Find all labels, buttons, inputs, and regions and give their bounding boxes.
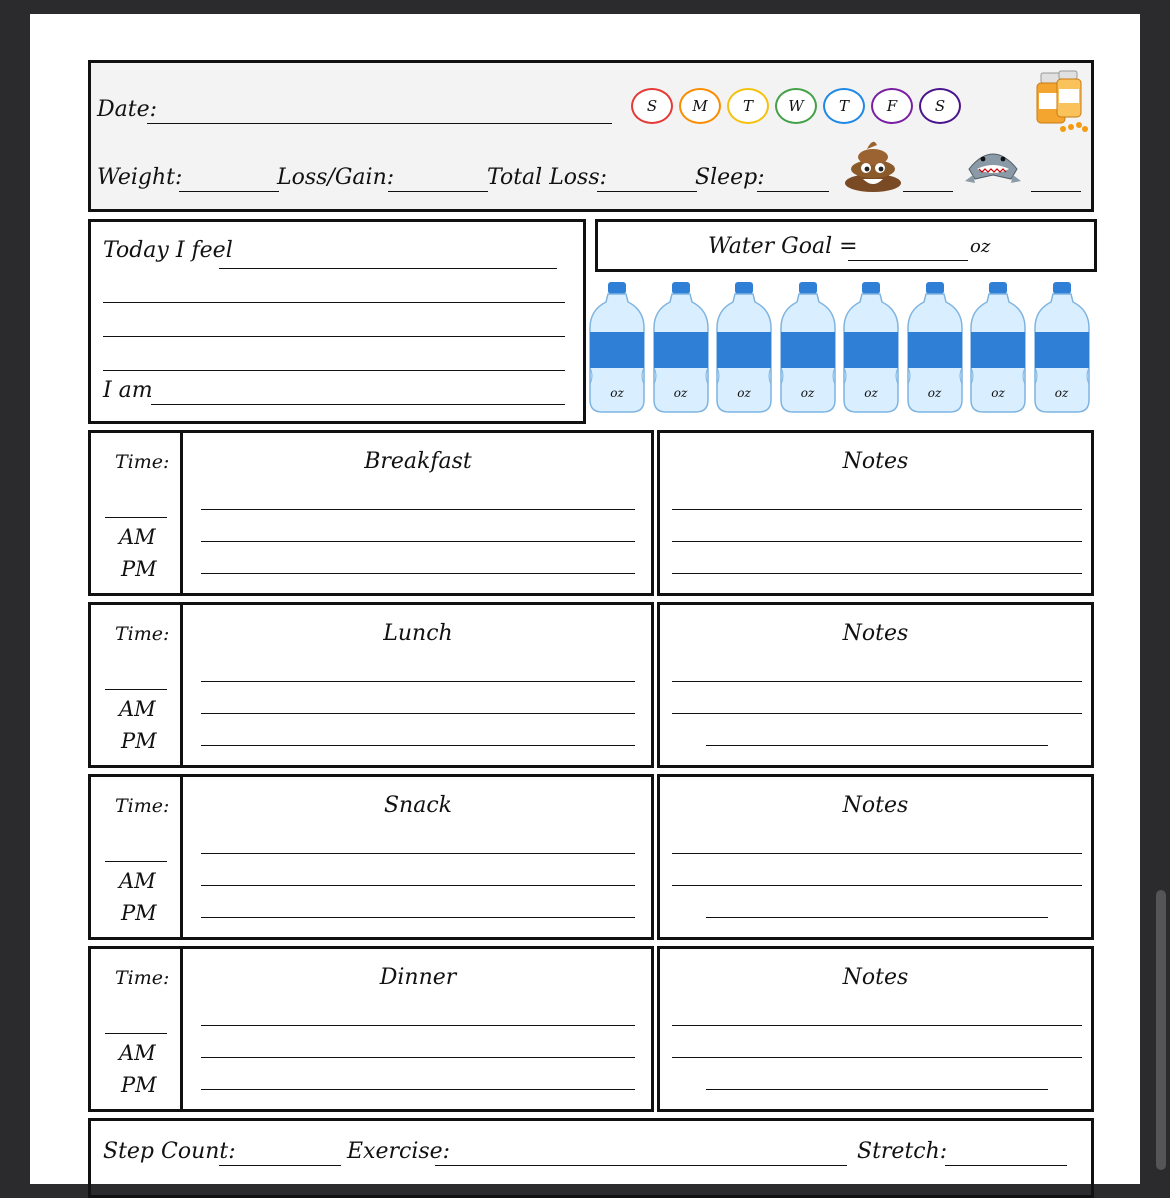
poop-emoji-icon bbox=[843, 137, 903, 193]
notes-title: Notes bbox=[842, 965, 909, 990]
water-bottle[interactable] bbox=[652, 280, 710, 414]
time-field[interactable] bbox=[105, 861, 167, 862]
notes-box bbox=[657, 774, 1094, 940]
water-bottle[interactable] bbox=[1033, 280, 1091, 414]
notes-field[interactable] bbox=[672, 681, 1082, 682]
total-loss-label: Total Loss: bbox=[487, 165, 608, 190]
footer-box bbox=[88, 1118, 1094, 1198]
meal-box bbox=[88, 430, 654, 596]
stretch-label: Stretch: bbox=[857, 1139, 948, 1164]
poop-field[interactable] bbox=[903, 191, 953, 192]
weekday-circle[interactable]: W bbox=[775, 88, 817, 124]
notes-field[interactable] bbox=[706, 745, 1048, 746]
am-label[interactable]: AM bbox=[119, 525, 156, 549]
time-field[interactable] bbox=[105, 517, 167, 518]
time-label: Time: bbox=[115, 795, 170, 817]
pm-label[interactable]: PM bbox=[121, 901, 157, 925]
am-label[interactable]: AM bbox=[119, 869, 156, 893]
pm-label[interactable]: PM bbox=[121, 729, 157, 753]
notes-field[interactable] bbox=[672, 885, 1082, 886]
water-bottle[interactable] bbox=[588, 280, 646, 414]
meal-field[interactable] bbox=[201, 853, 635, 854]
date-label: Date: bbox=[97, 97, 158, 122]
step-count-label: Step Count: bbox=[103, 1139, 236, 1164]
date-field[interactable] bbox=[147, 123, 612, 124]
notes-box bbox=[657, 946, 1094, 1112]
weekday-circle[interactable]: S bbox=[631, 88, 673, 124]
meal-box bbox=[88, 602, 654, 768]
meal-title: Dinner bbox=[379, 965, 457, 990]
feel-box bbox=[88, 219, 586, 424]
water-bottle-unit: oz bbox=[800, 386, 815, 400]
notes-field[interactable] bbox=[706, 1089, 1048, 1090]
water-bottle-unit: oz bbox=[927, 386, 942, 400]
time-field[interactable] bbox=[105, 689, 167, 690]
meal-time-column bbox=[91, 433, 183, 593]
meal-field[interactable] bbox=[201, 885, 635, 886]
i-am-label: I am bbox=[103, 378, 153, 403]
notes-field[interactable] bbox=[672, 1057, 1082, 1058]
water-bottle-unit: oz bbox=[864, 386, 878, 400]
water-goal-label: Water Goal = bbox=[708, 234, 858, 259]
meal-field[interactable] bbox=[201, 745, 635, 746]
weekday-circle[interactable]: S bbox=[919, 88, 961, 124]
water-bottle-unit: oz bbox=[991, 386, 1005, 400]
i-am-field[interactable] bbox=[151, 404, 565, 405]
water-bottle[interactable] bbox=[715, 280, 773, 414]
water-goal-box bbox=[595, 219, 1097, 272]
feel-field-4[interactable] bbox=[103, 370, 565, 371]
notes-title: Notes bbox=[842, 449, 909, 474]
water-bottle-unit: oz bbox=[737, 386, 751, 400]
exercise-label: Exercise: bbox=[347, 1139, 451, 1164]
water-bottle[interactable] bbox=[906, 280, 964, 414]
notes-field[interactable] bbox=[672, 541, 1082, 542]
pill-bottles-icon bbox=[1027, 69, 1091, 135]
notes-title: Notes bbox=[842, 793, 909, 818]
meal-field[interactable] bbox=[201, 681, 635, 682]
exercise-field[interactable] bbox=[435, 1165, 847, 1166]
step-count-field[interactable] bbox=[219, 1165, 341, 1166]
time-label: Time: bbox=[115, 451, 170, 473]
weight-field[interactable] bbox=[179, 191, 279, 192]
water-bottle[interactable] bbox=[779, 280, 837, 414]
meal-title: Snack bbox=[383, 793, 452, 818]
pm-label[interactable]: PM bbox=[121, 557, 157, 581]
notes-field[interactable] bbox=[672, 713, 1082, 714]
header-box bbox=[88, 60, 1094, 212]
feel-field-1[interactable] bbox=[219, 268, 557, 269]
feel-field-3[interactable] bbox=[103, 336, 565, 337]
meal-field[interactable] bbox=[201, 541, 635, 542]
notes-field[interactable] bbox=[672, 573, 1082, 574]
meal-field[interactable] bbox=[201, 917, 635, 918]
meal-title: Breakfast bbox=[364, 449, 472, 474]
time-label: Time: bbox=[115, 623, 170, 645]
weekday-circle[interactable]: F bbox=[871, 88, 913, 124]
sleep-label: Sleep: bbox=[695, 165, 765, 190]
today-feel-label: Today I feel bbox=[103, 238, 233, 263]
planner-page bbox=[30, 14, 1140, 1184]
total-loss-field[interactable] bbox=[597, 191, 697, 192]
meal-time-column bbox=[91, 605, 183, 765]
meal-field[interactable] bbox=[201, 573, 635, 574]
water-goal-field[interactable] bbox=[848, 260, 968, 261]
notes-field[interactable] bbox=[672, 509, 1082, 510]
am-label[interactable]: AM bbox=[119, 1041, 156, 1065]
notes-field[interactable] bbox=[706, 917, 1048, 918]
water-bottle-unit: oz bbox=[610, 386, 624, 400]
scrollbar[interactable] bbox=[1156, 890, 1166, 1170]
meal-field[interactable] bbox=[201, 1089, 635, 1090]
weekday-circle[interactable]: T bbox=[727, 88, 769, 124]
shark-icon bbox=[963, 139, 1023, 189]
notes-field[interactable] bbox=[672, 853, 1082, 854]
meal-field[interactable] bbox=[201, 1057, 635, 1058]
notes-box bbox=[657, 602, 1094, 768]
weekday-circle[interactable]: T bbox=[823, 88, 865, 124]
notes-box bbox=[657, 430, 1094, 596]
time-field[interactable] bbox=[105, 1033, 167, 1034]
weekday-circle[interactable]: M bbox=[679, 88, 721, 124]
water-bottle[interactable] bbox=[969, 280, 1027, 414]
notes-field[interactable] bbox=[672, 1025, 1082, 1026]
meal-field[interactable] bbox=[201, 1025, 635, 1026]
feel-field-2[interactable] bbox=[103, 302, 565, 303]
meal-box bbox=[88, 774, 654, 940]
loss-gain-field[interactable] bbox=[388, 191, 488, 192]
meal-time-column bbox=[91, 777, 183, 937]
time-label: Time: bbox=[115, 967, 170, 989]
water-bottle-row bbox=[588, 280, 1098, 416]
water-goal-unit: oz bbox=[970, 236, 991, 257]
sleep-field[interactable] bbox=[757, 191, 829, 192]
water-bottle[interactable] bbox=[842, 280, 900, 414]
loss-gain-label: Loss/Gain: bbox=[277, 165, 395, 190]
meal-box bbox=[88, 946, 654, 1112]
notes-title: Notes bbox=[842, 621, 909, 646]
meal-title: Lunch bbox=[383, 621, 453, 646]
water-bottle-unit: oz bbox=[1054, 386, 1069, 400]
stretch-field[interactable] bbox=[945, 1165, 1067, 1166]
meal-time-column bbox=[91, 949, 183, 1109]
meal-field[interactable] bbox=[201, 509, 635, 510]
meal-field[interactable] bbox=[201, 713, 635, 714]
water-bottle-unit: oz bbox=[673, 386, 688, 400]
am-label[interactable]: AM bbox=[119, 697, 156, 721]
pm-label[interactable]: PM bbox=[121, 1073, 157, 1097]
shark-field[interactable] bbox=[1031, 191, 1081, 192]
weight-label: Weight: bbox=[97, 165, 183, 190]
